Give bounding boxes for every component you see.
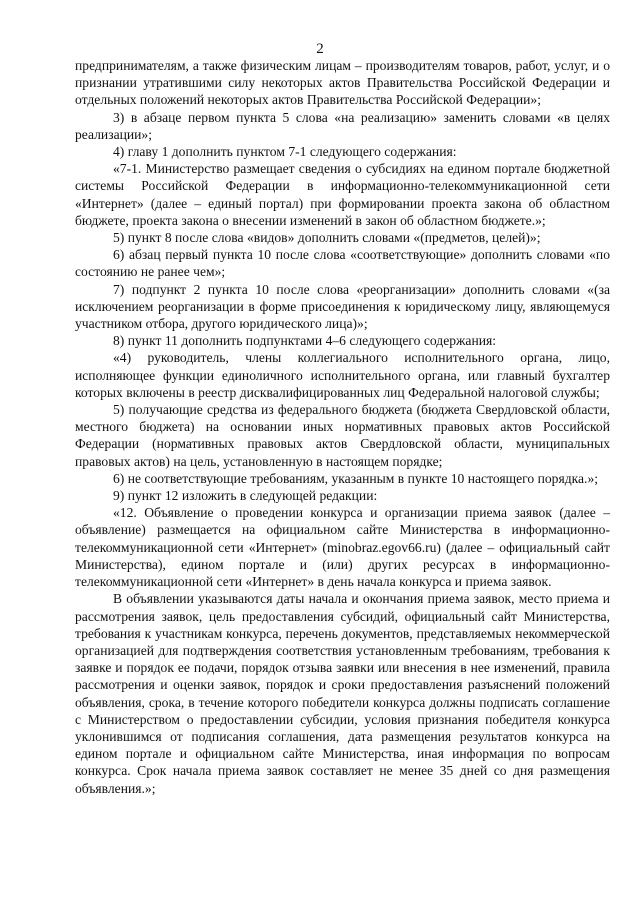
paragraph-item-8: 8) пункт 11 дополнить подпунктами 4–6 следующего содержания: (113, 333, 497, 349)
paragraph-point-12: «12. Объявление о проведении конкурса и организации приема заявок (далее – объявление) размещается на официальном сайте Министерства в информационно-телекоммуникационной сети «Интернет» (minobraz.egov66.ru) (далее – официальный сайт Министерства), едином портале и (или) других ресурсах в информационно-телекоммуникационной сети «Интернет» в день начала конкурса и приема заявок. (75, 505, 610, 590)
paragraph-item-7: 7) подпункт 2 пункта 10 после слова «реорганизации» дополнить словами «(за исключением реорганизации в форме присоединения к юридическому лицу, являющемуся участником отбора, другого юридического лица)»; (75, 281, 610, 332)
paragraph-point-7-1: «7-1. Министерство размещает сведения о субсидиях на едином портале бюджетной системы Российской Федерации в информационно-телекоммуникационной сети «Интернет» (далее – единый портал) при формировании проекта закона об областном бюджете, проекта закона о внесении изменений в закон об областном бюджете.»; (75, 161, 610, 228)
paragraph-continuation: предпринимателям, а также физическим лицам – производителям товаров, работ, услуг, и о признании утратившими силу некоторых актов Правительства Российской Федерации и отдельных положений некоторых актов Правительства Российской Федерации»; (75, 58, 610, 108)
paragraph-subpoint-5: 5) получающие средства из федерального бюджета (бюджета Свердловской области, местного бюджета) на основании иных нормативных правовых актов Российской Федерации (нормативных правовых актов Свердловской области, муниципальных правовых актов) на цель, установленную в настоящем порядке; (75, 402, 610, 469)
paragraph-announcement-details: В объявлении указываются даты начала и окончания приема заявок, место приема и рассмотрения заявок, цель предоставления субсидий, официальный сайт Министерства, требования к участникам конкурса, перечень документов, представляемых некоммерческой организацией для подтверждения соответствия установленным требованиям, требования к заявке и порядок ее подачи, порядок отзыва заявки или внесения в нее изменений, правила рассмотрения и оценки заявок, порядок и сроки предоставления разъяснений положений объявления, срока, в течение которого победители конкурса должны подписать соглашение с Министерством о предоставлении субсидии, условия признания победителя конкурса уклонившимся от подписания соглашения, дата размещения результатов конкурса на едином портале и официальном сайте Министерства, иная информация по вопросам конкурса. Срок начала приема заявок составляет не менее 35 дней со дня размещения объявления.»; (75, 591, 610, 796)
paragraph-item-9: 9) пункт 12 изложить в следующей редакции: (113, 488, 378, 504)
paragraph-subpoint-4: «4) руководитель, члены коллегиального исполнительного органа, лицо, исполняющее функции единоличного исполнительного органа, или главный бухгалтер которых включены в реестр дисквалифицированных лиц Федеральной налоговой службы; (75, 350, 610, 400)
paragraph-item-6: 6) абзац первый пункта 10 после слова «соответствующие» дополнить словами «по состоянию не ранее чем»; (75, 247, 610, 280)
document-body (75, 57, 610, 797)
page-number: 2 (316, 41, 324, 57)
paragraph-item-4: 4) главу 1 дополнить пунктом 7-1 следующего содержания: (113, 144, 457, 160)
paragraph-subpoint-6: 6) не соответствующие требованиям, указанным в пункте 10 настоящего порядка.»; (113, 470, 599, 486)
paragraph-item-3: 3) в абзаце первом пункта 5 слова «на реализацию» заменить словами «в целях реализации»; (75, 109, 610, 142)
paragraph-item-5: 5) пункт 8 после слова «видов» дополнить словами «(предметов, целей)»; (113, 230, 541, 246)
